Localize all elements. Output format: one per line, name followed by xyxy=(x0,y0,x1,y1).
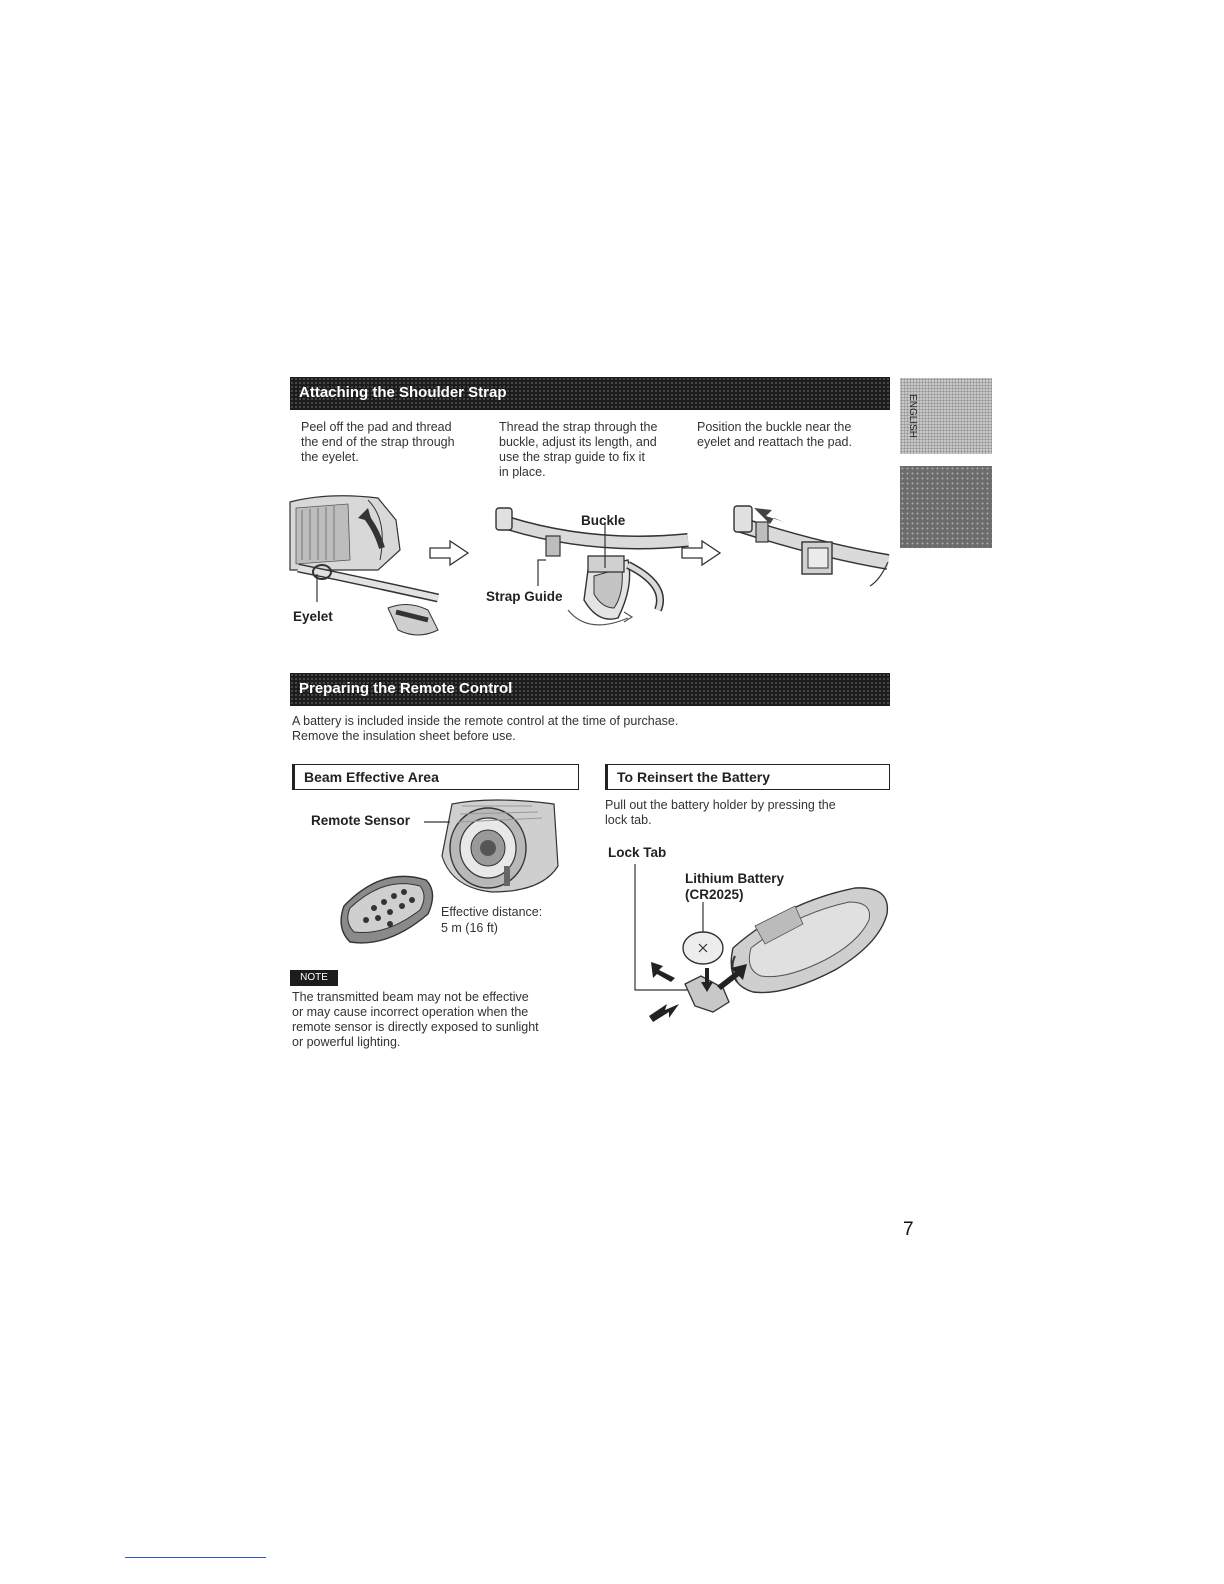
strap-illustration-3 xyxy=(734,506,888,586)
language-tab xyxy=(900,378,992,454)
remote-title: Preparing the Remote Control xyxy=(299,680,513,697)
arrow-right-icon xyxy=(430,541,468,565)
note-line: or powerful lighting. xyxy=(292,1035,401,1049)
note-text xyxy=(292,990,577,1050)
section-tab xyxy=(900,466,992,548)
strap-step-2-line: buckle, adjust its length, and xyxy=(499,435,657,449)
arrow-down-left-icon xyxy=(649,1004,679,1022)
reinsert-line: Pull out the battery holder by pressing the xyxy=(605,798,836,812)
remote-sensor-label: Remote Sensor xyxy=(311,813,411,828)
strap-step-1-line: the eyelet. xyxy=(301,450,359,464)
strap-step-3-line: Position the buckle near the xyxy=(697,420,852,434)
strap-step-3-line: eyelet and reattach the pad. xyxy=(697,435,852,449)
remote-intro-line: Remove the insulation sheet before use. xyxy=(292,729,516,743)
beam-area-heading: Beam Effective Area xyxy=(304,769,439,785)
language-tab-label: ENGLISH xyxy=(907,394,918,438)
battery-label-line: Lithium Battery xyxy=(685,871,785,886)
remote-section-bar xyxy=(290,673,890,706)
strap-guide-label: Strap Guide xyxy=(486,589,563,604)
remote-back-illustration xyxy=(731,888,887,993)
beam-area-heading-box xyxy=(292,764,579,790)
strap-step-1-line: the end of the strap through xyxy=(301,435,455,449)
note-badge: NOTE xyxy=(290,970,338,986)
buckle-label: Buckle xyxy=(581,513,626,528)
strap-step-2-line: use the strap guide to fix it xyxy=(499,450,645,464)
beam-illustration xyxy=(292,796,582,966)
arrow-down-right-icon xyxy=(651,962,675,982)
battery-label-line: (CR2025) xyxy=(685,887,744,902)
strap-step-3 xyxy=(697,420,887,450)
strap-step-1-line: Peel off the pad and thread xyxy=(301,420,452,434)
eyelet-label: Eyelet xyxy=(293,609,333,624)
strap-step-2-line: Thread the strap through the xyxy=(499,420,658,434)
effective-distance-line: Effective distance: xyxy=(441,905,543,919)
remote-intro-line: A battery is included inside the remote control at the time of purchase. xyxy=(292,714,679,728)
shoulder-strap-title: Attaching the Shoulder Strap xyxy=(299,384,507,401)
remote-intro xyxy=(292,714,852,744)
strap-step-2 xyxy=(499,420,689,480)
note-line: or may cause incorrect operation when the xyxy=(292,1005,529,1019)
remote-control-illustration xyxy=(341,876,432,943)
strap-illustrations xyxy=(288,490,890,650)
note-line: remote sensor is directly exposed to sunlight xyxy=(292,1020,539,1034)
reinsert-heading-box xyxy=(605,764,890,790)
reinsert-line: lock tab. xyxy=(605,813,652,827)
page-number: 7 xyxy=(903,1219,914,1240)
shoulder-strap-section-bar xyxy=(290,377,890,410)
note-line: The transmitted beam may not be effective xyxy=(292,990,529,1004)
footer-link-line xyxy=(125,1557,266,1558)
battery-illustration xyxy=(605,836,895,1036)
language-tab-label-svg xyxy=(900,378,992,454)
lock-tab-label: Lock Tab xyxy=(608,845,667,860)
reinsert-text xyxy=(605,798,890,828)
reinsert-heading: To Reinsert the Battery xyxy=(617,769,770,785)
camcorder-front xyxy=(442,800,558,892)
strap-step-1 xyxy=(301,420,486,465)
strap-step-2-line: in place. xyxy=(499,465,546,479)
effective-distance-line: 5 m (16 ft) xyxy=(441,921,498,935)
